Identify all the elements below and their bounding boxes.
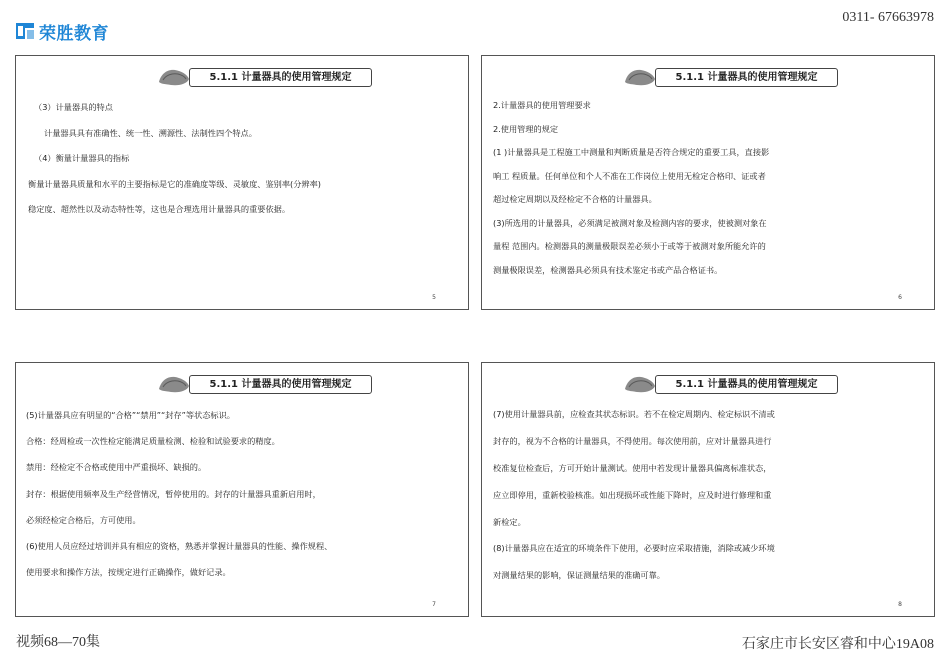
text-line: 计量器具具有准确性、统一性、溯源性、法制性四个特点。 [44, 127, 257, 138]
text-line: 使用要求和操作方法，按规定进行正确操作，做好记录。 [26, 567, 231, 578]
slide-title-bar [482, 66, 934, 88]
text-line: 合格：经周检或一次性检定能满足质量检测、检验和试验要求的精度。 [26, 436, 280, 447]
slide-7 [15, 362, 469, 617]
text-line: 禁用：经检定不合格或使用中严重损坏、缺损的。 [26, 462, 207, 473]
phone-number: 0311- 67663978 [842, 10, 934, 25]
slide-8 [481, 362, 935, 617]
footer-address: 石家庄市长安区睿和中心19A08 [741, 637, 934, 652]
slide-6 [481, 55, 935, 310]
text-line: 应立即停用，重新校验核准。如出现损坏或性能下降时，应及时进行修理和重 [493, 489, 772, 500]
text-line: 封存的，视为不合格的计量器具，不得使用。每次使用前，应对计量器具进行 [493, 435, 772, 446]
text-line: 量程 范围内。检测器具的测量极限误差必须小于或等于被测对象所能允许的 [493, 241, 766, 251]
text-line: (7)使用计量器具前，应检查其状态标识。若不在检定周期内、检定标识不清或 [493, 409, 775, 419]
slide-title-bar [16, 66, 468, 88]
text-line: （3）计量器具的特点 [34, 102, 113, 112]
title-emblem-icon [623, 373, 657, 395]
page-number: 6 [898, 294, 902, 301]
slide-title: 5.1.1 计量器具的使用管理规定 [189, 68, 372, 87]
text-line: 新检定。 [493, 516, 526, 527]
title-emblem-icon [157, 373, 191, 395]
footer-video-range: 视频68—70集 [16, 635, 100, 650]
title-emblem-icon [623, 66, 657, 88]
text-line: （4）衡量计量器具的指标 [34, 153, 130, 163]
text-line: (8)计量器具应在适宜的环境条件下使用，必要时应采取措施，消除或减少环境 [493, 543, 775, 554]
page-number: 8 [898, 601, 902, 608]
text-line: (5)计量器具应有明显的“合格”“禁用”“封存”等状态标识。 [26, 410, 235, 420]
slide-5 [15, 55, 469, 310]
slide-title: 5.1.1 计量器具的使用管理规定 [189, 375, 372, 394]
brand-logo [14, 18, 109, 44]
logo-mark-icon [14, 20, 36, 42]
text-line: 响工 程质量。任何单位和个人不准在工作岗位上使用无检定合格印、证或者 [493, 170, 766, 181]
slide-title-bar [482, 373, 934, 395]
text-line: 2.使用管理的规定 [493, 123, 559, 134]
text-line: (6)使用人员应经过培训并具有相应的资格，熟悉并掌握计量器具的性能、操作规程、 [26, 540, 333, 551]
text-line: 对测量结果的影响，保证测量结果的准确可靠。 [493, 570, 665, 581]
text-line: 测量极限误差，检测器具必须具有技术鉴定书或产品合格证书。 [493, 264, 723, 275]
text-line: 必须经检定合格后，方可使用。 [26, 514, 141, 525]
slide-body [493, 409, 922, 597]
title-emblem-icon [157, 66, 191, 88]
text-line: 校准复位检查后，方可开始计量测试。使用中若发现计量器具偏离标准状态， [493, 462, 772, 473]
slide-body [493, 100, 922, 288]
text-line: (1 )计量器具是工程施工中测量和判断质量是否符合规定的重要工具，直接影 [493, 147, 770, 157]
slide-body [26, 410, 456, 593]
page-number: 5 [432, 294, 436, 301]
logo-text: 荣胜教育 [39, 23, 109, 44]
slide-title: 5.1.1 计量器具的使用管理规定 [655, 68, 838, 87]
text-line: 稳定度、超然性以及动态特性等，这也是合理选用计量器具的重要依据。 [28, 204, 291, 214]
text-line: 2.计量器具的使用管理要求 [493, 100, 591, 110]
page-number: 7 [432, 601, 436, 608]
slide-title-bar [16, 373, 468, 395]
slide-body [28, 102, 456, 230]
text-line: 封存：根据使用频率及生产经营情况，暂停使用的。封存的计量器具重新启用时， [26, 488, 321, 499]
text-line: 超过检定周期以及经检定不合格的计量器具。 [493, 194, 657, 204]
slide-title: 5.1.1 计量器具的使用管理规定 [655, 375, 838, 394]
text-line: (3)所选用的计量器具，必须满足被测对象及检测内容的要求，使被测对象在 [493, 217, 767, 228]
text-line: 衡量计量器具质量和水平的主要指标是它的准确度等级、灵敏度、鉴别率(分辨率) [28, 178, 321, 189]
